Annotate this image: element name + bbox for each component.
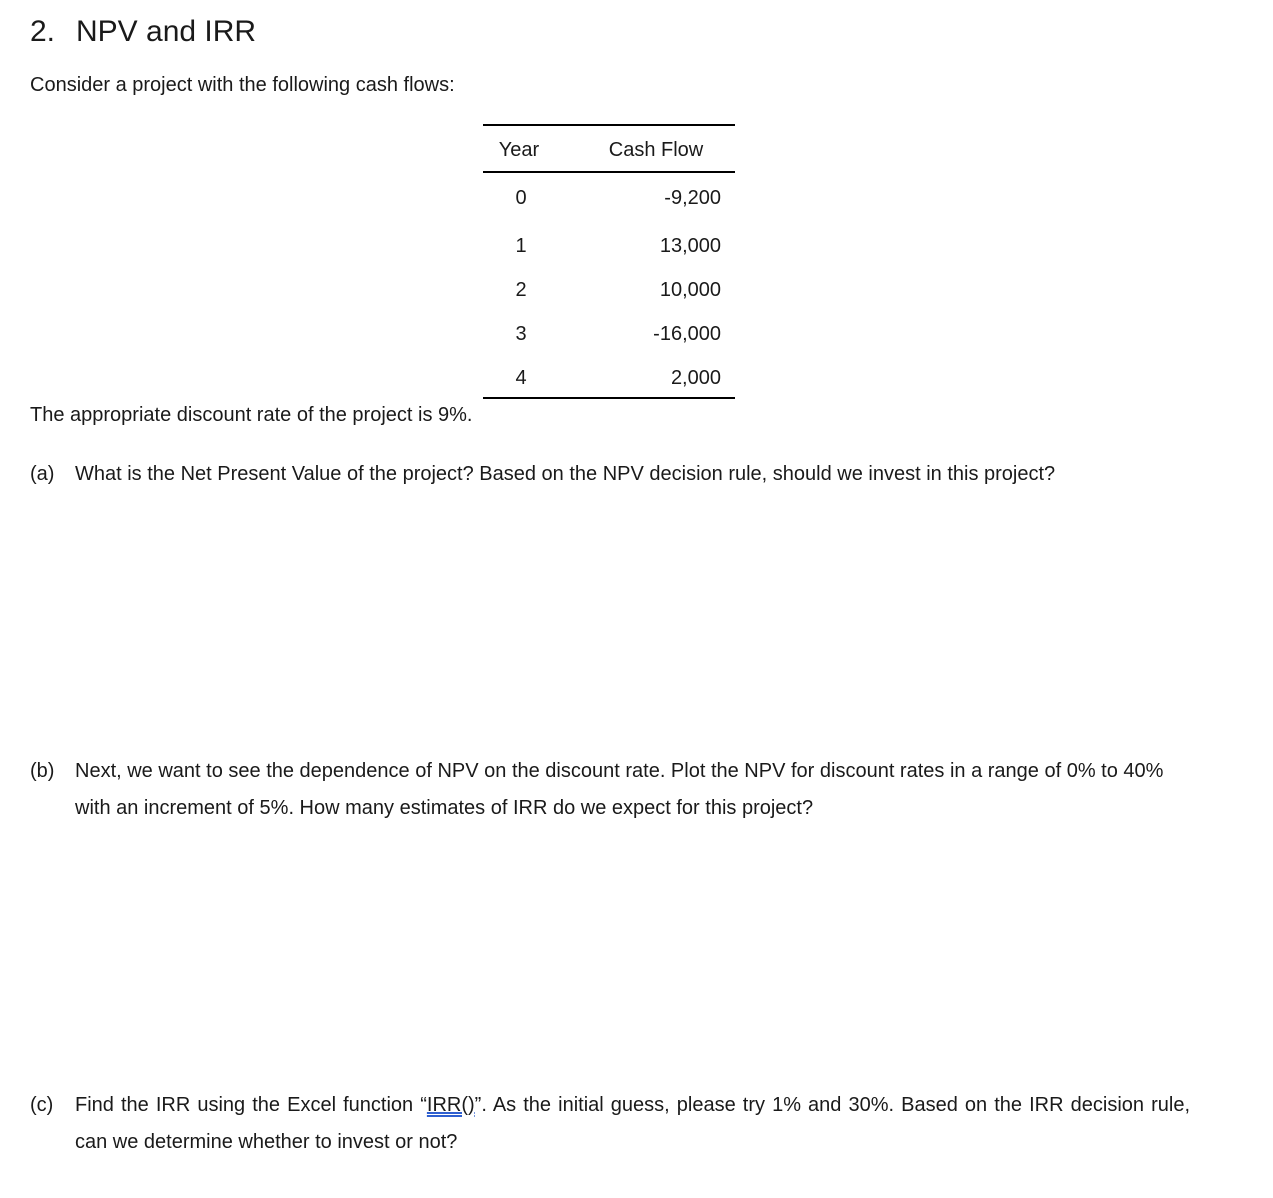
section-heading: [30, 12, 256, 52]
table-row: [483, 277, 735, 303]
section-number: 2.: [30, 15, 56, 48]
year-cell: 3: [515, 323, 527, 345]
question-c-text-after: ”. As the initial guess, please try 1% and 30%. Based on the IRR decision rule, can we determine whether to invest or not?: [75, 1094, 1190, 1153]
table-row: [483, 365, 735, 391]
table-row: [483, 321, 735, 347]
irr-function-name: IRR(): [426, 1094, 475, 1116]
cash-flow-cell: -9,200: [664, 187, 721, 209]
cash-flow-table: [483, 124, 735, 399]
cash-flow-cell: 2,000: [670, 367, 721, 389]
table-header-row: [483, 126, 735, 173]
year-cell: 1: [515, 235, 527, 257]
cash-flow-column-header: Cash Flow: [608, 139, 704, 161]
question-a-text: What is the Net Present Value of the project? Based on the NPV decision rule, should we invest in this project?: [75, 463, 1056, 485]
table-body: [483, 173, 735, 397]
question-b-text: Next, we want to see the dependence of NPV on the discount rate. Plot the NPV for discount rates in a range of 0% to 40% with an increment of 5%. How many estimates of IRR do we expect for this project?: [75, 760, 1164, 819]
question-c-text-before: Find the IRR using the Excel function “: [75, 1094, 427, 1116]
question-b-label: (b): [30, 760, 55, 782]
year-cell: 2: [515, 279, 527, 301]
question-a: [30, 456, 1190, 493]
year-cell: 4: [515, 367, 527, 389]
cash-flow-cell: -16,000: [653, 323, 721, 345]
intro-text: Consider a project with the following cash flows:: [30, 74, 455, 96]
table-row: [483, 185, 735, 211]
question-b: [30, 753, 1190, 827]
table-row: [483, 233, 735, 259]
year-cell: 0: [515, 187, 527, 209]
question-a-label: (a): [30, 463, 55, 485]
question-c-label: (c): [30, 1094, 54, 1116]
section-title: NPV and IRR: [76, 15, 257, 48]
cash-flow-cell: 13,000: [659, 235, 721, 257]
cash-flow-cell: 10,000: [659, 279, 721, 301]
year-column-header: Year: [498, 139, 540, 161]
discount-rate-text: The appropriate discount rate of the project is 9%.: [30, 404, 473, 426]
question-c-text: [75, 1087, 1190, 1161]
question-c: [30, 1087, 1190, 1161]
